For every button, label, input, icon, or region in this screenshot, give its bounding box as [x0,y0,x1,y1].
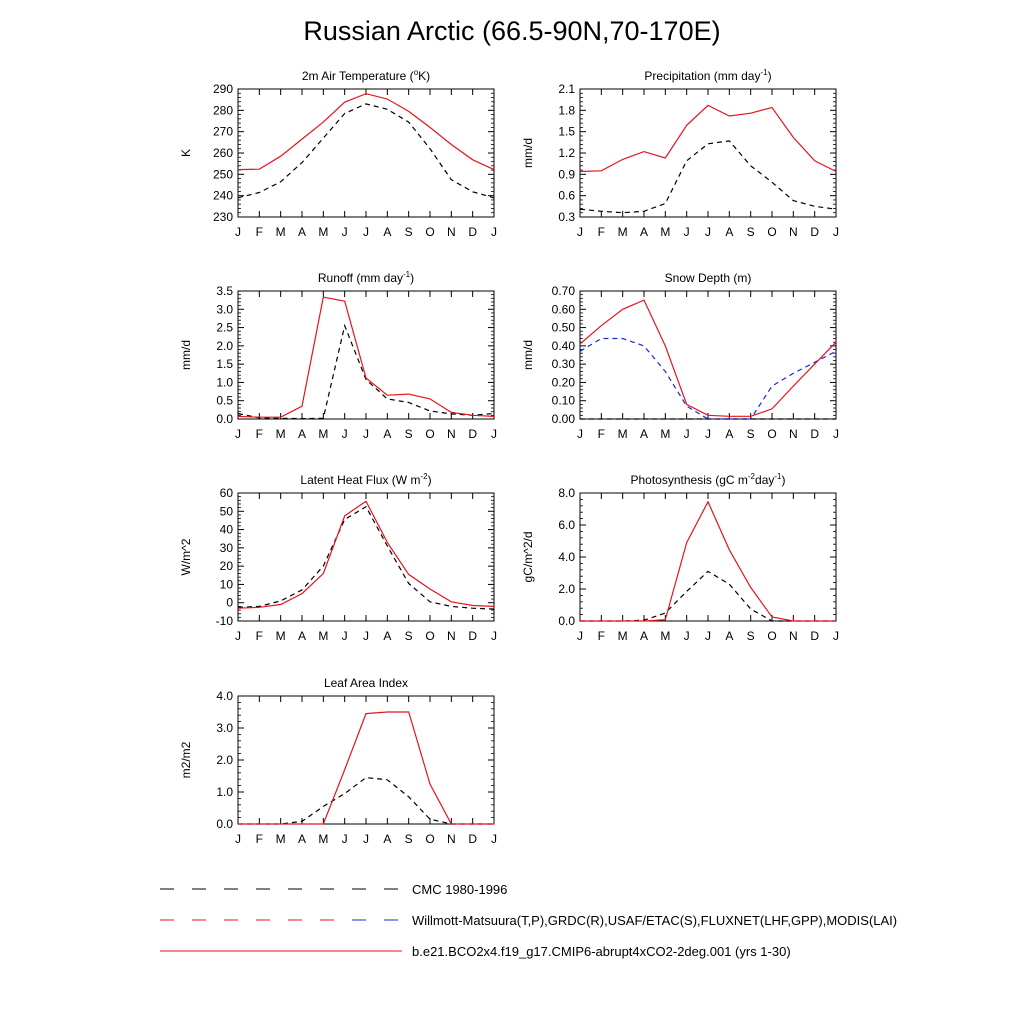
plot-frame [580,493,836,621]
x-tick-label: M [660,629,671,643]
y-tick-label: 0.00 [551,412,575,426]
y-tick-label: 0.6 [558,188,575,203]
panel-title-superscript: o [413,68,419,77]
x-tick-label: D [468,832,478,846]
y-tick-label: 2.1 [558,82,575,96]
y-tick-label: 0.60 [551,302,575,317]
x-tick-label: D [810,427,820,441]
series-line [238,104,494,198]
x-tick-label: N [788,427,798,441]
y-tick-label: 280 [212,103,233,118]
x-tick-label: J [341,427,348,441]
x-tick-label: J [363,225,369,239]
y-tick-label: 240 [212,188,233,203]
y-tick-label: 1.5 [558,124,575,139]
x-tick-label: J [363,629,369,643]
legend-entry [160,882,507,897]
y-tick-label: 40 [219,522,233,537]
x-tick-label: S [404,225,413,239]
y-tick-label: 0.0 [216,817,233,831]
x-tick-label: D [468,427,478,441]
x-tick-label: S [746,629,755,643]
x-tick-label: A [725,629,734,643]
series-line [580,339,836,420]
x-tick-label: J [705,427,711,441]
chart-panel-0 [179,68,497,239]
x-tick-label: F [597,427,606,441]
panel-title [631,472,786,487]
panel-title-text: ) [410,271,415,285]
x-tick-label: D [468,629,478,643]
x-tick-label: J [363,832,369,846]
y-tick-label: 250 [212,167,233,182]
x-tick-label: J [833,629,839,643]
y-tick-label: 3.5 [216,284,233,298]
y-tick-label: 8.0 [558,486,575,500]
x-tick-label: M [318,225,329,239]
x-tick-label: J [705,629,711,643]
series-line [238,712,494,824]
series-line [238,297,494,417]
y-tick-label: 0.3 [558,210,575,224]
x-tick-label: J [341,629,348,643]
y-axis-label: gC/m^2/d [521,531,535,583]
x-tick-label: A [639,629,649,643]
x-tick-label: S [404,427,413,441]
x-tick-label: J [235,225,241,239]
x-tick-label: M [275,427,286,441]
y-tick-label: 0.10 [551,393,575,408]
y-tick-label: 2.5 [216,320,233,335]
y-tick-label: 2.0 [216,753,233,767]
legend-label: CMC 1980-1996 [412,882,508,897]
y-axis-label: mm/d [521,340,535,370]
x-tick-label: N [446,629,456,643]
series-line [238,507,494,609]
x-tick-label: A [297,427,307,441]
series-line [238,778,494,824]
panel-title [324,676,408,690]
x-tick-label: F [597,629,606,643]
x-tick-label: D [468,225,478,239]
y-tick-label: 270 [212,124,233,139]
y-axis-label: K [179,148,193,158]
x-tick-label: M [660,225,671,239]
panel-title-text: Photosynthesis (gC m [630,473,748,487]
panel-title-text: ) [767,69,772,83]
chart-panel-4 [179,472,497,643]
x-tick-label: J [235,629,241,643]
panel-title-superscript: -1 [760,68,768,77]
y-tick-label: 230 [212,210,233,224]
x-tick-label: N [446,427,456,441]
x-tick-label: J [491,629,497,643]
series-line [238,501,494,608]
x-tick-label: O [425,427,435,441]
y-tick-label: 0.0 [558,614,575,628]
x-tick-label: S [746,427,755,441]
y-tick-label: 2.0 [216,338,233,353]
x-tick-label: M [617,629,628,643]
x-tick-label: J [235,832,241,846]
x-tick-label: J [341,832,348,846]
panel-title-superscript: -2 [747,472,756,481]
x-tick-label: M [275,629,286,643]
x-tick-label: A [383,629,392,643]
legend-entry [160,913,897,928]
x-tick-label: F [255,225,264,239]
y-tick-label: 0.40 [551,338,575,353]
x-tick-label: O [767,225,777,239]
x-tick-label: S [404,629,413,643]
y-tick-label: 0.70 [551,284,575,298]
panel-title-text: day [755,473,775,487]
x-tick-label: J [341,225,348,239]
x-tick-label: O [425,629,435,643]
series-line [238,326,494,419]
y-axis-label: mm/d [179,340,193,370]
chart-panel-1 [521,68,839,239]
x-tick-label: F [597,225,606,239]
y-tick-label: 0.50 [551,320,575,335]
panel-title-superscript: -1 [774,472,782,481]
chart-panel-6 [179,676,497,846]
x-tick-label: J [577,225,583,239]
x-tick-label: J [683,629,690,643]
x-tick-label: J [833,225,839,239]
x-tick-label: A [725,225,734,239]
y-tick-label: 50 [219,504,233,519]
y-tick-label: 0.20 [551,375,575,390]
y-tick-label: 2.0 [558,582,575,596]
panel-title [302,68,430,83]
y-tick-label: 4.0 [558,550,575,564]
y-tick-label: 60 [219,486,233,500]
figure-title: Russian Arctic (66.5-90N,70-170E) [303,16,721,46]
y-tick-label: 1.8 [558,103,575,118]
panel-title-text: Snow Depth (m) [664,271,752,285]
x-tick-label: N [446,832,456,846]
y-tick-label: 0 [226,595,233,610]
y-tick-label: 0.9 [558,167,575,182]
panel-title-text: Runoff (mm day [317,271,404,285]
series-line [580,571,836,621]
y-tick-label: 0.0 [216,412,233,426]
x-tick-label: M [660,427,671,441]
series-line [580,141,836,213]
panel-title-superscript: -1 [403,270,411,279]
x-tick-label: F [255,427,264,441]
panel-title [318,270,414,285]
plot-frame [580,89,836,217]
y-tick-label: 1.5 [216,357,233,372]
x-tick-label: S [404,832,413,846]
y-tick-label: -10 [215,614,233,628]
x-tick-label: J [491,832,497,846]
panel-title-text: Leaf Area Index [323,676,409,690]
y-tick-label: 10 [219,577,233,592]
legend-entry [160,944,791,959]
y-tick-label: 290 [212,82,233,96]
x-tick-label: M [275,225,286,239]
x-tick-label: J [577,629,583,643]
y-tick-label: 3.0 [216,302,233,317]
series-line [580,502,836,621]
plot-frame [580,291,836,419]
x-tick-label: A [297,832,307,846]
y-axis-label: W/m^2 [179,538,193,576]
x-tick-label: N [788,225,798,239]
x-tick-label: A [297,225,307,239]
x-tick-label: O [767,427,777,441]
panel-title-text: ) [781,473,786,487]
x-tick-label: D [810,225,820,239]
x-tick-label: A [725,427,734,441]
chart-panel-3 [521,271,839,441]
x-tick-label: J [683,427,690,441]
series-line [238,94,494,170]
x-tick-label: M [617,427,628,441]
panel-title-text: K) [418,69,431,83]
panel-title-text: ) [427,473,432,487]
y-tick-label: 260 [212,146,233,160]
panel-title-text: Latent Heat Flux (W m [300,473,421,487]
y-tick-label: 1.0 [216,375,233,390]
x-tick-label: D [810,629,820,643]
x-tick-label: J [577,427,583,441]
legend-label: Willmott-Matsuura(T,P),GRDC(R),USAF/ETAC(S),FLUXNET(LHF,GPP),MODIS(LAI) [412,913,898,928]
panel-title-text: 2m Air Temperature ( [301,69,414,83]
x-tick-label: M [318,629,329,643]
x-tick-label: A [297,629,307,643]
x-tick-label: O [767,629,777,643]
chart-panels [179,68,839,846]
x-tick-label: M [275,832,286,846]
x-tick-label: A [383,832,392,846]
chart-panel-2 [179,270,497,441]
y-tick-label: 6.0 [558,518,575,532]
series-line [580,105,836,171]
panel-title [644,68,771,83]
y-axis-label: mm/d [521,138,535,168]
x-tick-label: M [318,427,329,441]
x-tick-label: M [318,832,329,846]
y-axis-label: m2/m2 [179,741,193,779]
y-tick-label: 1.2 [558,146,575,160]
x-tick-label: J [491,427,497,441]
panel-title [665,271,752,285]
y-tick-label: 4.0 [216,689,233,703]
x-tick-label: J [833,427,839,441]
x-tick-label: A [383,427,392,441]
x-tick-label: J [491,225,497,239]
y-tick-label: 1.0 [216,785,233,799]
x-tick-label: O [425,832,435,846]
legend [160,882,897,959]
y-tick-label: 0.5 [216,393,233,408]
legend-label: b.e21.BCO2x4.f19_g17.CMIP6-abrupt4xCO2-2deg.001 (yrs 1-30) [412,944,791,959]
x-tick-label: A [383,225,392,239]
y-tick-label: 30 [219,540,233,555]
x-tick-label: J [683,225,690,239]
panel-title [300,472,431,487]
plot-frame [238,291,494,419]
panel-title-text: Precipitation (mm day [644,69,761,83]
x-tick-label: F [255,832,264,846]
series-line [580,300,836,416]
chart-panel-5 [521,472,839,643]
x-tick-label: N [788,629,798,643]
plot-frame [238,89,494,217]
x-tick-label: A [639,427,649,441]
x-tick-label: J [235,427,241,441]
x-tick-label: M [617,225,628,239]
y-tick-label: 0.30 [551,357,575,372]
x-tick-label: J [705,225,711,239]
y-tick-label: 20 [219,559,233,574]
x-tick-label: J [363,427,369,441]
x-tick-label: N [446,225,456,239]
panel-title-superscript: -2 [420,472,428,481]
x-tick-label: S [746,225,755,239]
x-tick-label: F [255,629,264,643]
y-tick-label: 3.0 [216,721,233,735]
x-tick-label: A [639,225,649,239]
x-tick-label: O [425,225,435,239]
